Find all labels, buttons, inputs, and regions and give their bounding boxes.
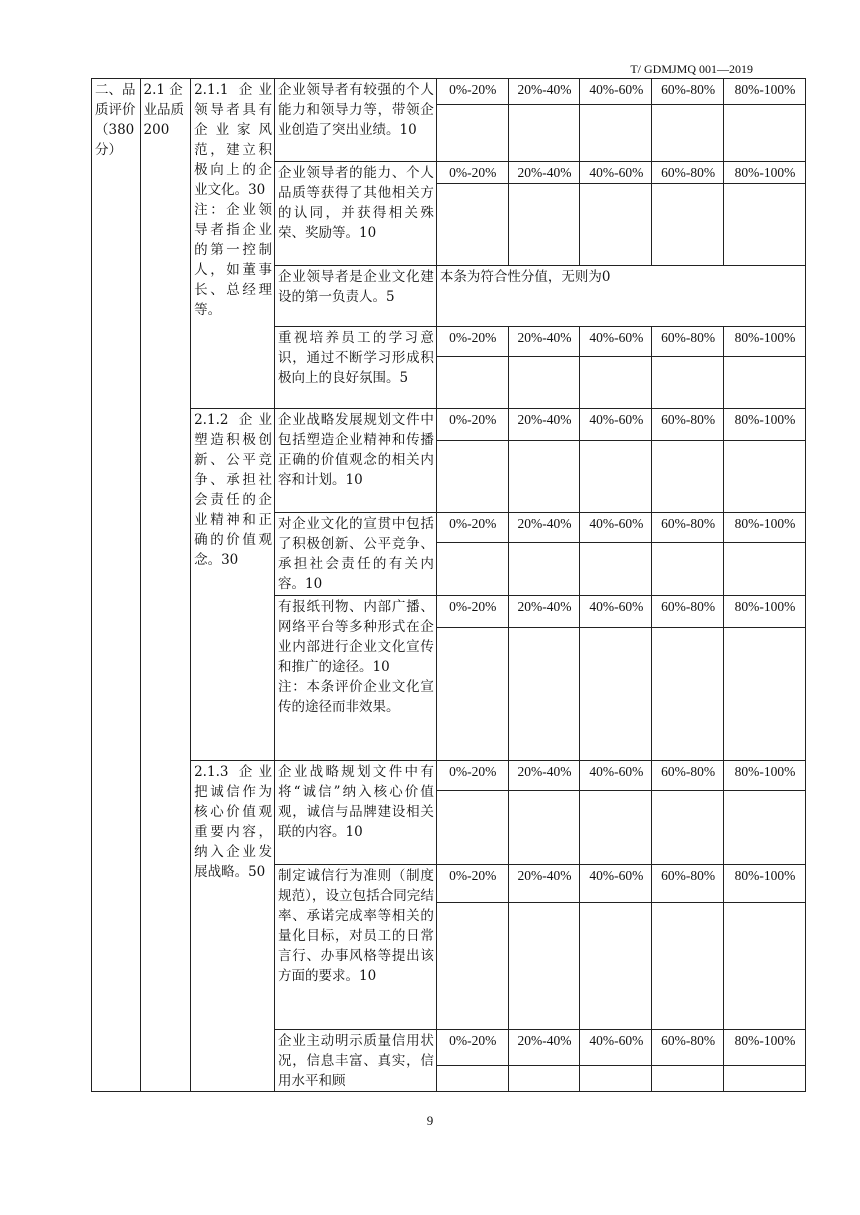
score-range-2: 40%-60% [580, 865, 652, 903]
criterion-text: 企业领导者的能力、个人品质等获得了其他相关方的认同，并获得相关殊荣、奖励等。10 [275, 162, 437, 266]
score-cell[interactable] [436, 1066, 508, 1092]
score-range-3: 60%-80% [652, 1030, 724, 1066]
score-range-2: 40%-60% [580, 513, 652, 543]
score-cell[interactable] [508, 184, 580, 266]
score-range-1: 20%-40% [508, 409, 580, 441]
score-range-3: 60%-80% [652, 162, 724, 184]
score-range-3: 60%-80% [652, 513, 724, 543]
criterion-text: 有报纸刊物、内部广播、网络平台等多种形式在企业内部进行企业文化宣传和推广的途径。10 注：本条评价企业文化宣传的途径而非效果。 [275, 596, 437, 761]
score-cell[interactable] [724, 791, 806, 865]
score-cell[interactable] [580, 903, 652, 1030]
score-range-3: 60%-80% [652, 761, 724, 791]
score-range-1: 20%-40% [508, 79, 580, 105]
score-cell[interactable] [580, 628, 652, 761]
score-range-2: 40%-60% [580, 409, 652, 441]
standard-code-header: T/ GDMJMQ 001—2019 [630, 62, 753, 76]
score-cell[interactable] [580, 184, 652, 266]
score-cell[interactable] [652, 791, 724, 865]
score-cell[interactable] [508, 441, 580, 513]
score-range-4: 80%-100% [724, 409, 806, 441]
score-cell[interactable] [724, 105, 806, 162]
score-range-3: 60%-80% [652, 327, 724, 357]
score-range-0: 0%-20% [436, 79, 508, 105]
conformance-note: 本条为符合性分值，无则为0 [436, 266, 805, 327]
score-cell[interactable] [652, 903, 724, 1030]
score-cell[interactable] [436, 791, 508, 865]
score-range-2: 40%-60% [580, 162, 652, 184]
score-range-4: 80%-100% [724, 1030, 806, 1066]
score-range-1: 20%-40% [508, 865, 580, 903]
score-range-1: 20%-40% [508, 513, 580, 543]
criterion-text: 企业主动明示质量信用状况，信息丰富、真实，信用水平和顾 [275, 1030, 437, 1092]
score-range-0: 0%-20% [436, 761, 508, 791]
score-cell[interactable] [508, 1066, 580, 1092]
score-range-0: 0%-20% [436, 1030, 508, 1066]
evaluation-table [91, 78, 806, 1092]
score-cell[interactable] [652, 441, 724, 513]
indicator-2-1-1: 2.1.1 企业领导者具有企业家风范，建立积极向上的企业文化。30 注：企业领导者指企业的第一控制人，如董事长、总经理等。 [191, 79, 275, 409]
score-range-3: 60%-80% [652, 596, 724, 628]
score-range-2: 40%-60% [580, 596, 652, 628]
score-range-4: 80%-100% [724, 865, 806, 903]
score-range-4: 80%-100% [724, 327, 806, 357]
score-cell[interactable] [436, 105, 508, 162]
score-range-4: 80%-100% [724, 596, 806, 628]
table-row [92, 79, 806, 105]
score-range-3: 60%-80% [652, 409, 724, 441]
subcategory-cell: 2.1 企业品质 200 [140, 79, 191, 1092]
score-cell[interactable] [724, 184, 806, 266]
page-number: 9 [426, 1113, 434, 1128]
score-range-2: 40%-60% [580, 79, 652, 105]
score-cell[interactable] [508, 357, 580, 409]
score-range-3: 60%-80% [652, 865, 724, 903]
score-cell[interactable] [724, 628, 806, 761]
score-range-2: 40%-60% [580, 1030, 652, 1066]
score-range-0: 0%-20% [436, 865, 508, 903]
score-cell[interactable] [508, 543, 580, 596]
score-cell[interactable] [724, 441, 806, 513]
criterion-text: 企业领导者是企业文化建设的第一负责人。5 [275, 266, 437, 327]
score-cell[interactable] [436, 903, 508, 1030]
indicator-2-1-2: 2.1.2 企业塑造积极创新、公平竞争、承担社会责任的企业精神和正确的价值观念。30 [191, 409, 275, 761]
score-cell[interactable] [436, 184, 508, 266]
score-cell[interactable] [652, 1066, 724, 1092]
criterion-text: 制定诚信行为准则（制度规范），设立包括合同完结率、承诺完成率等相关的量化目标，对员工的日常言行、办事风格等提出该方面的要求。10 [275, 865, 437, 1030]
score-range-0: 0%-20% [436, 513, 508, 543]
score-cell[interactable] [652, 628, 724, 761]
score-range-1: 20%-40% [508, 327, 580, 357]
score-range-1: 20%-40% [508, 1030, 580, 1066]
score-cell[interactable] [436, 441, 508, 513]
score-cell[interactable] [580, 357, 652, 409]
score-cell[interactable] [508, 903, 580, 1030]
score-cell[interactable] [652, 543, 724, 596]
criterion-text: 重视培养员工的学习意识，通过不断学习形成积极向上的良好氛围。5 [275, 327, 437, 409]
score-range-4: 80%-100% [724, 79, 806, 105]
criterion-text: 企业战略发展规划文件中包括塑造企业精神和传播正确的价值观念的相关内容和计划。10 [275, 409, 437, 513]
score-cell[interactable] [652, 105, 724, 162]
score-cell[interactable] [508, 105, 580, 162]
score-range-1: 20%-40% [508, 596, 580, 628]
score-range-0: 0%-20% [436, 596, 508, 628]
score-cell[interactable] [436, 543, 508, 596]
score-cell[interactable] [436, 628, 508, 761]
criterion-text: 企业战略规划文件中有将“诚信”纳入核心价值观，诚信与品牌建设相关联的内容。10 [275, 761, 437, 865]
score-cell[interactable] [508, 791, 580, 865]
criterion-text: 企业领导者有较强的个人能力和领导力等，带领企业创造了突出业绩。10 [275, 79, 437, 162]
score-range-2: 40%-60% [580, 327, 652, 357]
score-cell[interactable] [508, 628, 580, 761]
score-range-0: 0%-20% [436, 409, 508, 441]
score-cell[interactable] [580, 791, 652, 865]
score-cell[interactable] [580, 105, 652, 162]
score-cell[interactable] [436, 357, 508, 409]
score-cell[interactable] [724, 1066, 806, 1092]
category-cell: 二、品质评价（380分） [92, 79, 141, 1092]
score-range-2: 40%-60% [580, 761, 652, 791]
score-range-4: 80%-100% [724, 761, 806, 791]
score-cell[interactable] [580, 441, 652, 513]
table-row [92, 409, 806, 441]
score-range-0: 0%-20% [436, 162, 508, 184]
score-cell[interactable] [580, 1066, 652, 1092]
table-row [92, 761, 806, 791]
score-range-4: 80%-100% [724, 513, 806, 543]
score-range-3: 60%-80% [652, 79, 724, 105]
score-range-1: 20%-40% [508, 761, 580, 791]
score-cell[interactable] [580, 543, 652, 596]
score-cell[interactable] [724, 903, 806, 1030]
score-range-4: 80%-100% [724, 162, 806, 184]
score-cell[interactable] [724, 543, 806, 596]
score-range-0: 0%-20% [436, 327, 508, 357]
score-cell[interactable] [724, 357, 806, 409]
score-cell[interactable] [652, 357, 724, 409]
indicator-2-1-3: 2.1.3 企业把诚信作为核心价值观重要内容，纳入企业发展战略。50 [191, 761, 275, 1092]
score-range-1: 20%-40% [508, 162, 580, 184]
score-cell[interactable] [652, 184, 724, 266]
criterion-text: 对企业文化的宣贯中包括了积极创新、公平竞争、承担社会责任的有关内容。10 [275, 513, 437, 596]
